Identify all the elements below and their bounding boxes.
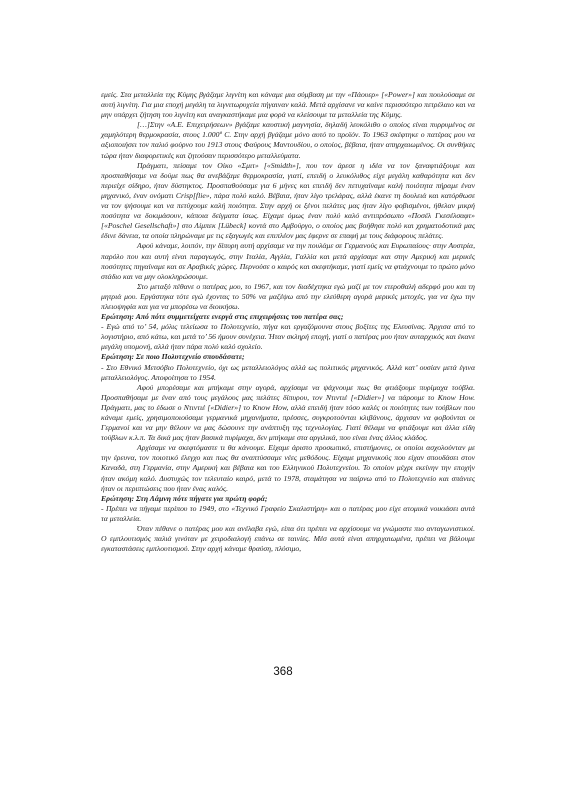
paragraph: Αφού μπορέσαμε και μπήκαμε στην αγορά, αρχίσαμε να ψάχνουμε πως θα φτιάξουμε πυρίμαχα τούβλα. Προσπαθήσαμε με έναν από τους μεγάλους μας πελάτες δίπυρου, τον Ντιντιέ [«Didier»] να πάρουμε το Know How. Πράγματι, μας το έδωσε ο Ντιντιέ [«Didier»] το Know How, αλλά επειδή ήταν τόσο καλές οι ποιότητες των τούβλων που κάναμε εμείς, χρησιμοποιούσαμε γερμανικά μηχανήματα, πρέσσες, συγκροτούνται κλιβάνους, άρχισαν να φοβούνται οι Γερμανοί και να μην θέλουν να μας δώσουνε την ανάπτυξη της τεχνολογίας. Γιατί θέλαμε να φτιάξουμε και άλλα είδη τούβλων κ.λ.π. Τα δικά μας ήταν βασικά πυρίμαχα, δεν μπήκαμε στα αργιλικά, που είναι ένας άλλος κλάδος.: [101, 382, 475, 443]
paragraph: Αφού κάναμε, λοιπόν, την δίπυρη αυτή αρχίσαμε να την πουλάμε σε Γερμανούς και Ευρωπαίους· στην Αυστρία, παρόλο που και αυτή είναι παραγωγός, στην Ιταλία, Αγγλία, Γαλλία και μετά αρχίσαμε και στην Αμερική και μερικές ποσότητες πηγαίναμε και σε Αραβικές χώρες. Περνούσε ο καιρός και σκεφτήκαμε, γιατί εμείς να φτιάχνουμε το πρώτο μόνο στάδιο και να μην ολοκληρώσουμε.: [101, 241, 475, 281]
paragraph: Πράγματι, πείσαμε τον Οίκο «Σμιτ» [«Smidth»], που τον άρεσε η ιδέα να τον ξαναφτιάξουμε και προσπαθήσαμε να δούμε πως θα ανεβάζαμε θερμοκρασία, γιατί, επειδή ο λευκόλιθος είχε μεγάλη καθαρότητα και δεν περιείχε σίδηρο, ήταν δύστηκτος. Προσπαθούσαμε για 6 μήνες και επειδή δεν πετυχαίναμε καλή ποιότητα πήραμε έναν μηχανικό, έναν ονόματι Crisp[flie», πάρα πολύ καλό. Βέβαια, ήταν λίγο τρελάρας, αλλά έκανε τη δουλειά και κατόρθωσε να τον ψήσουμε και να πετύχουμε καλή ποιότητα. Στην αρχή οι ξένοι πελάτες μας ήταν λίγο φοβισμένοι, ήθελαν μικρή ποσότητα να δοκιμάσουν, κάποια δείγματα ίσως. Είχαμε όμως έναν πολύ καλό αντιπρόσωπο «Ποσέλ Γκεσέλσαφτ» [«Poschel Gesellschaft»] στο Λίμπεκ [Lübeck] κοντά στο Αμβούργο, ο οποίος μας βοήθησε πολύ και χρηματοδοτικά μας έδινε δάνεια, τα οποία πληρώναμε με τις εξαγωγές και επιπλέον μας έφερνε σε επαφή με τους διάφορους πελάτες.: [101, 160, 475, 241]
interview-question: Ερώτηση: Σε ποιο Πολυτεχνείο σπουδάσατε;: [101, 352, 245, 362]
interview-answer: - Στο Εθνικό Μετσόβιο Πολυτεχνείο, όχι ως μεταλλειολόγος αλλά ως πολιτικός μηχανικός. Αλλά κατ’ ουσίαν μετά έγινα μεταλλειολόγος. Αποφοίτησα το 1954.: [101, 362, 475, 382]
interview-question: Ερώτηση: Στη Λάμνη πότε πήγατε για πρώτη φορά;: [101, 493, 268, 503]
paragraph: εμείς. Στα μεταλλεία της Κύμης βγάζαμε λιγνίτη και κάναμε μια σύμβαση με την «Πάουερ» [«Power»] και πουλούσαμε σε αυτή λιγνίτη. Για μια εποχή μεγάλη τα λιγνιτωρυχεία πήγαιναν καλά. Μετά αρχίσανε να καίνε περισσότερο πετρέλαιο και να μην υπάρχει ζήτηση του λιγνίτη και αναγκαστήκαμε μια φορά να κλείσουμε τα μεταλλεία της Κύμης.: [101, 90, 475, 120]
paragraph: Στο μεταξύ πέθανε ο πατέρας μου, το 1967, και τον διαδέχτηκα εγώ μαζί με τον ετεροθαλή αδερφό μου και τη μητριά μου. Εργάστηκα τότε εγώ έχοντας το 50% να μαζέψω από την ελεύθερη αγορά μερικές μετοχές, για να έχω την πλειοψηφία και για να μπορέσω να διοικήσω.: [101, 281, 475, 311]
page-number: 368: [273, 666, 293, 678]
paragraph: Αρχίσαμε να σκεφτόμαστε τι θα κάνουμε. Είχαμε άριστο προσωπικό, επιστήμονες, οι οποίοι ασχολούνταν με την έρευνα, τον ποιοτικό έλεγχο και πως θα αναπτύσσαμε νέες μεθόδους. Είχαμε μηχανικούς που είχαν σπουδάσει στον Καναδά, στη Γερμανία, στην Αμερική και βέβαια και του Ελληνικού Πολυτεχνείου. Το οποίον μέχρι εκείνην την εποχήν ήταν ακόμη καλό. Δυστυχώς τον τελευταίο καιρό, μετά το 1978, σταμάτησα να παίρνω από το Πολυτεχνείο και σπάνιες ήταν οι περιπτώσεις που ήταν ένας καλός.: [101, 443, 475, 493]
interview-question: Ερώτηση: Από πότε συμμετείχατε ενεργά στις επιχειρήσεις του πατέρα σας;: [101, 312, 344, 322]
interview-answer: - Εγώ από το’ 54, μόλις τελείωσα το Πολυτεχνείο, πήγα και εργαζόμουνα στους βοξίτες της Ελευσίνας. Άρχισα από το λογιστήριο, από κάτω, και μετά το’ 56 ήμουν συνέχεια. Ήταν σκληρή εποχή, γιατί ο πατέρας μου ήταν αυταρχικός και έκανε μεγάλη υπομονή, αλλά ήταν πάρα πολύ καλό σχολείο.: [101, 322, 475, 352]
paragraph: Όταν πέθανε ο πατέρας μου και ανέλαβα εγώ, είπα ότι πρέπει να αρχίσουμε να γνώμαστε πιο ανταγωνιστικοί. Ο εμπλουτισμός παλιά γινόταν με χειροδιαλογή επάνω σε ταινίες. Μέσ αυτά είναι απηρχαιωμένα, πρέπει να βάλουμε εγκαταστάσεις εμπλουτισμού. Στην αρχή κάναμε θραύση, πλύσιμο,: [101, 524, 475, 554]
paragraph: […]Στην «Α.Ε. Επιχειρήσεων» βγάζαμε καυστική μαγνησία, δηλαδή λευκόλιθο ο οποίος είναι πυρρυμένος σε χαμηλότερη θερμοκρασία, στους 1.000º C. Στην αρχή βγάζαμε μόνο αυτό το προϊόν. Το 1963 σκέφτηκε ο πατέρας μου να αξιοποιήσει τον παλιό φούρνο του 1913 στους Φαύρους Μαντουδίου, ο οποίος, βέβαια, ήταν απηρχαιωμένος. Οι συνθήκες τώρα ήταν διαφορετικές και ζητούσαν περισσότερο μεταλλεύματα.: [101, 120, 475, 160]
page-body: [101, 90, 475, 554]
interview-answer: - Πρέπει να πήγαμε περίπου το 1949, στο «Τεχνικό Γραφείο Σκαλιστήρη» και ο πατέρας μου είχε ατομικά νοικιάσει αυτά τα μεταλλεία.: [101, 503, 475, 523]
